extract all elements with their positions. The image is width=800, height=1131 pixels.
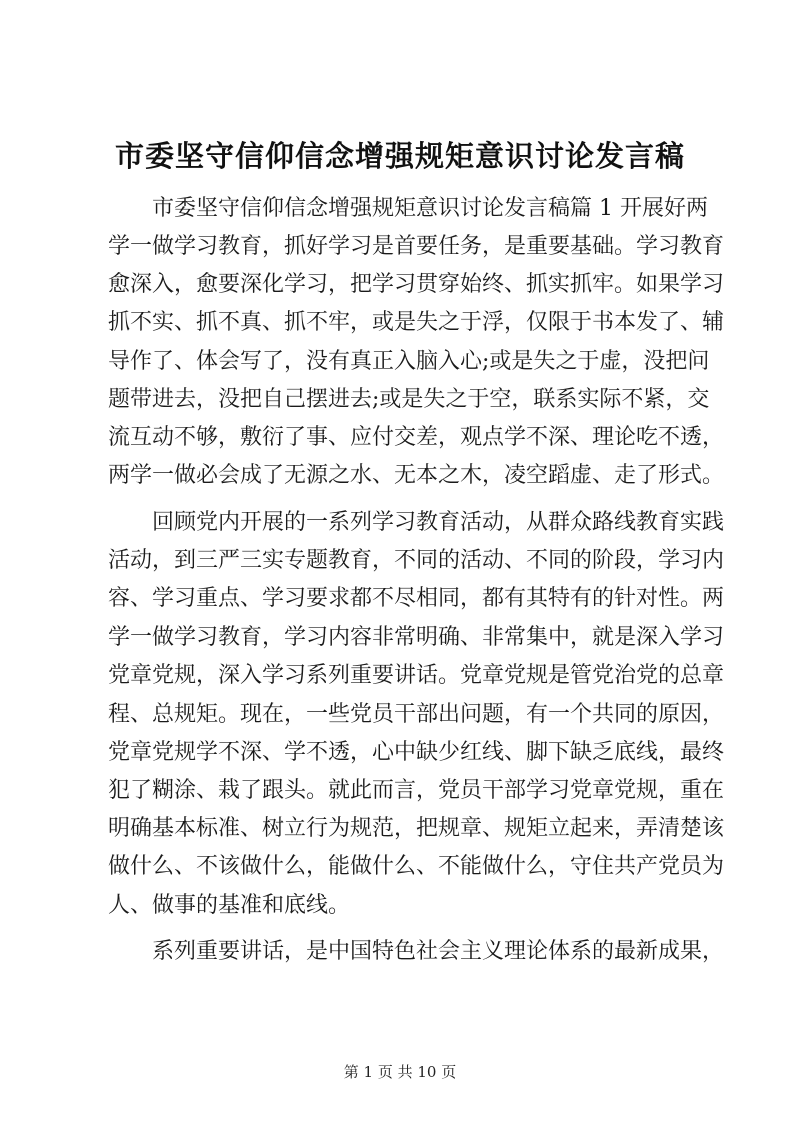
text-line: 学一做学习教育，抓好学习是首要任务，是重要基础。学习教育 (108, 234, 725, 259)
text-line: 回顾党内开展的一系列学习教育活动，从群众路线教育实践 (152, 510, 725, 535)
document-title: 市委坚守信仰信念增强规矩意识讨论发言稿 (114, 139, 685, 173)
text-line: 党章党规学不深、学不透，心中缺少红线、脚下缺乏底线，最终 (108, 740, 725, 765)
text-line: 容、学习重点、学习要求都不尽相同，都有其特有的针对性。两 (108, 586, 725, 611)
text-line: 程、总规矩。现在，一些党员干部出问题，有一个共同的原因， (108, 702, 725, 727)
text-line: 学一做学习教育，学习内容非常明确、非常集中，就是深入学习 (108, 625, 725, 650)
text-line: 题带进去，没把自己摆进去;或是失之于空，联系实际不紧，交 (108, 387, 710, 412)
text-line: 市委坚守信仰信念增强规矩意识讨论发言稿篇 1 开展好两 (152, 196, 708, 221)
text-line: 犯了糊涂、栽了跟头。就此而言，党员干部学习党章党规，重在 (108, 778, 725, 803)
text-line: 党章党规，深入学习系列重要讲话。党章党规是管党治党的总章 (108, 663, 725, 688)
text-line: 人、做事的基准和底线。 (108, 893, 351, 918)
text-line: 抓不实、抓不真、抓不牢，或是失之于浮，仅限于书本发了、辅 (108, 310, 725, 335)
text-line: 两学一做必会成了无源之水、无本之木，凌空蹈虚、走了形式。 (108, 463, 725, 488)
text-line: 系列重要讲话，是中国特色社会主义理论体系的最新成果， (152, 939, 725, 964)
page-footer: 第 1 页 共 10 页 (343, 1063, 457, 1081)
text-line: 导作了、体会写了，没有真正入脑入心;或是失之于虚，没把问 (108, 349, 710, 374)
text-line: 愈深入，愈要深化学习，把学习贯穿始终、抓实抓牢。如果学习 (108, 272, 725, 297)
text-line: 明确基本标准、树立行为规范，把规章、规矩立起来，弄清楚该 (108, 816, 725, 841)
text-line: 活动，到三严三实专题教育，不同的活动、不同的阶段，学习内 (108, 548, 725, 573)
text-line: 做什么、不该做什么，能做什么、不能做什么，守住共产党员为 (108, 854, 725, 879)
text-line: 流互动不够，敷衍了事、应付交差，观点学不深、理论吃不透， (108, 425, 725, 450)
